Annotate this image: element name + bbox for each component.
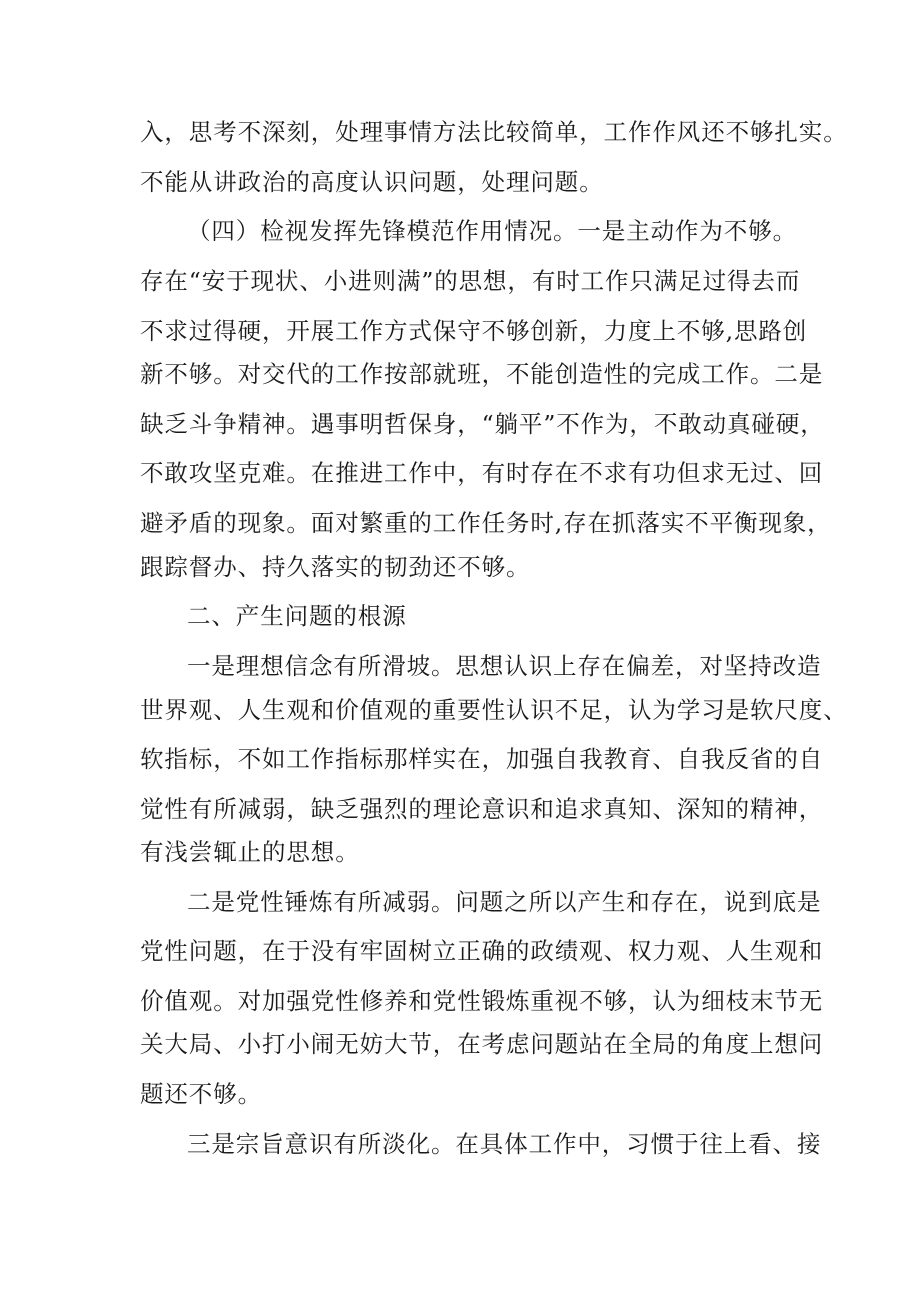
text-line: 一是理想信念有所滑坡。思想认识上存在偏差，对坚持改造 [187,652,822,680]
text-line: 三是宗旨意识有所淡化。在具体工作中，习惯于往上看、接 [187,1130,822,1158]
section-heading: 二、产生问题的根源 [187,602,407,630]
text-line: 二是党性锤炼有所减弱。问题之所以产生和存在，说到底是 [187,888,822,916]
text-line: 不求过得硬，开展工作方式保守不够创新，力度上不够,思路创 [140,317,808,345]
text-line: 新不够。对交代的工作按部就班，不能创造性的完成工作。二是 [140,360,824,388]
text-line: 题还不够。 [140,1080,262,1108]
text-line: 存在“安于现状、小进则满”的思想，有时工作只满足过得去而 [140,267,801,295]
text-line: 缺乏斗争精神。遇事明哲保身，“躺平”不作为，不敢动真碰硬， [140,410,825,438]
text-line: 不敢攻坚克难。在推进工作中，有时存在不求有功但求无过、回 [140,459,824,487]
text-line: 不能从讲政治的高度认识问题，处理问题。 [140,168,604,196]
text-line: 价值观。对加强党性修养和党性锻炼重视不够，认为细枝末节无 [140,987,824,1015]
text-line: 有浅尝辄止的思想。 [140,838,360,866]
text-line: 软指标，不如工作指标那样实在，加强自我教育、自我反省的自 [140,745,824,773]
text-line: 世界观、人生观和价值观的重要性认识不足，认为学习是软尺度、 [140,696,848,724]
text-line: 党性问题，在于没有牢固树立正确的政绩观、权力观、人生观和 [140,937,824,965]
text-line: 入，思考不深刻，处理事情方法比较简单，工作作风还不够扎实。 [140,118,848,146]
text-line: 觉性有所减弱，缺乏强烈的理论意识和追求真知、深知的精神， [140,795,824,823]
text-line: 跟踪督办、持久落实的韧劲还不够。 [140,553,531,581]
text-line: 避矛盾的现象。面对繁重的工作任务时,存在抓落实不平衡现象， [140,509,832,537]
text-line: （四）检视发挥先锋模范作用情况。一是主动作为不够。 [187,217,797,245]
text-line: 关大局、小打小闹无妨大节，在考虑问题站在全局的角度上想问 [140,1030,824,1058]
